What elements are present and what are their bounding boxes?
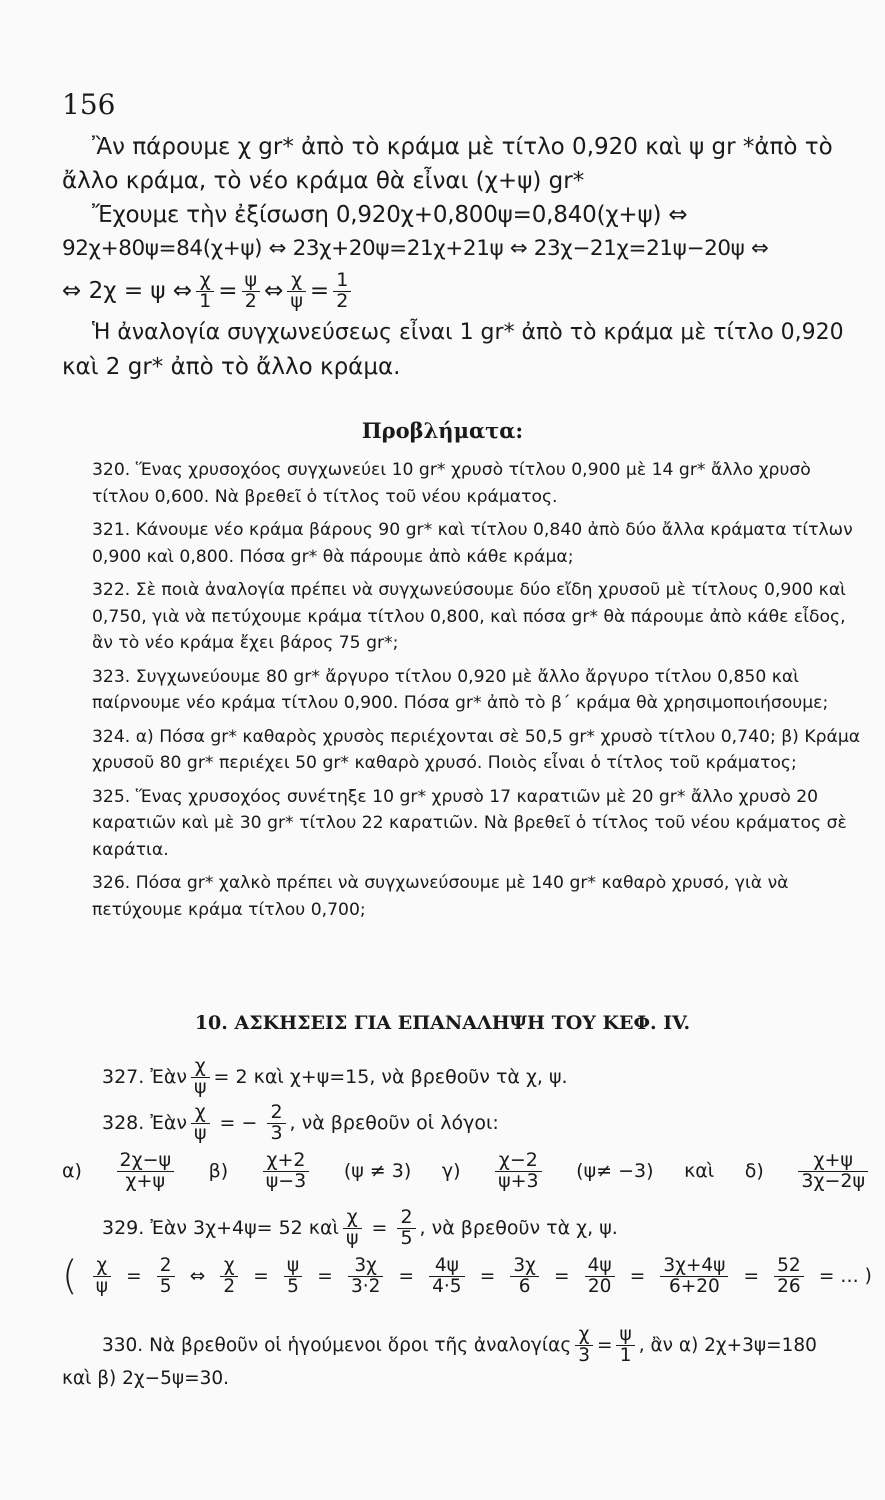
equals-sign: = (398, 1265, 415, 1287)
exercise-text: 328. Ἐὰν (102, 1112, 187, 1134)
denominator: 20 (587, 1275, 612, 1297)
denominator: 1 (199, 289, 212, 312)
text-line: Ἡ ἀναλογία συγχωνεύσεως εἶναι 1 gr* ἀπὸ τὸ κράμα μὲ τίτλο 0,920 (92, 320, 844, 345)
equation-line (62, 266, 862, 316)
fraction (263, 1148, 310, 1192)
exercise-text: , νὰ βρεθοῦν οἱ λόγοι: (289, 1112, 499, 1134)
exercise-327 (102, 1052, 568, 1102)
fraction (397, 1205, 415, 1249)
exercise-330-continued: καὶ β) 2χ−5ψ=30. (62, 1368, 229, 1389)
numerator: 3χ+4ψ (660, 1256, 728, 1276)
denominator: 4·5 (432, 1275, 462, 1297)
numerator: χ (191, 1103, 210, 1124)
equation-line: 92χ+80ψ=84(χ+ψ) ⇔ 23χ+20ψ=21χ+21ψ ⇔ 23χ−21χ=21ψ−20ψ ⇔ (62, 236, 769, 261)
denominator: 6+20 (668, 1275, 720, 1297)
part-label: δ) (744, 1160, 764, 1182)
fraction (191, 1054, 210, 1098)
denominator: 6 (518, 1275, 531, 1297)
exercise-328 (102, 1098, 499, 1148)
problem-item: 323. Συγχωνεύουμε 80 gr* ἄργυρο τίτλου 0,920 μὲ ἄλλο ἄργυρο τίτλου 0,850 καὶ παίρνουμε νέο κράμα τίτλου 0,900. Πόσα gr* ἀπὸ τὸ β΄ κράμα θὰ χρησιμοποιήσουμε; (92, 666, 829, 713)
fraction (429, 1256, 464, 1296)
numerator: χ−2 (495, 1151, 542, 1172)
exercise-328-parts (62, 1144, 872, 1198)
exercise-330 (102, 1320, 817, 1370)
fraction (333, 268, 351, 312)
problem-item: 326. Πόσα gr* χαλκὸ πρέπει νὰ συγχωνεύσουμε μὲ 140 gr* καθαρὸ χρυσό, γιὰ νὰ πετύχουμε κράμα τίτλου 0,700; (92, 873, 789, 920)
exercise-text: = − (219, 1112, 258, 1134)
part-label: β) (208, 1160, 229, 1182)
chain-tail: = … ) (818, 1265, 872, 1287)
numerator: χ (93, 1256, 111, 1276)
fraction (93, 1256, 111, 1296)
equals-sign: = (218, 278, 238, 304)
denominator: χ+ψ (125, 1169, 165, 1192)
fraction (575, 1325, 593, 1365)
denominator: ψ+3 (498, 1169, 539, 1192)
equivalence-sign: ⇔ (189, 1265, 206, 1287)
numerator: χ (220, 1256, 238, 1276)
problem-item: 324. α) Πόσα gr* καθαρὸς χρυσὸς περιέχονται σὲ 50,5 gr* χρυσὸ τίτλου 0,740; β) Κράμα χρυσοῦ 80 gr* περιέχει 50 gr* καθαρὸ χρυσό. Ποιὸς εἶναι ὁ τίτλος τοῦ κράματος; (92, 726, 861, 773)
section-heading: 10. ΑΣΚΗΣΕΙΣ ΓΙΑ ΕΠΑΝΑΛΗΨΗ ΤΟΥ ΚΕΦ. IV. (194, 1012, 691, 1034)
page-number: 156 (62, 88, 116, 121)
denominator: ψ (290, 289, 303, 312)
numerator: 2χ−ψ (117, 1151, 175, 1172)
denominator: 2 (336, 289, 349, 312)
condition: (ψ ≠ 3) (343, 1160, 412, 1182)
exercise-text: 329. Ἐὰν 3χ+4ψ= 52 καὶ (102, 1217, 339, 1239)
fraction (117, 1148, 175, 1192)
denominator: 5 (159, 1275, 172, 1297)
denominator: ψ (345, 1226, 359, 1249)
numerator: ψ (616, 1325, 634, 1345)
equation-line: Ἔχουμε τὴν ἐξίσωση 0,920χ+0,800ψ=0,840(χ+ψ) ⇔ (92, 202, 688, 228)
equivalence-sign: ⇔ (264, 278, 284, 304)
denominator: 3·2 (350, 1275, 381, 1297)
exercise-text: = 2 καὶ χ+ψ=15, νὰ βρεθοῦν τὰ χ, ψ. (213, 1066, 568, 1088)
numerator: χ (191, 1057, 210, 1078)
numerator: 52 (774, 1256, 804, 1276)
conjunction: καὶ (684, 1160, 715, 1182)
fraction (343, 1205, 362, 1249)
open-paren: ( (62, 1253, 78, 1299)
equals-sign: = (371, 1217, 388, 1239)
fraction (196, 268, 214, 312)
problem-item: 322. Σὲ ποιὰ ἀναλογία πρέπει νὰ συγχωνεύσουμε δύο εἴδη χρυσοῦ μὲ τίτλους 0,900 καὶ 0,750, γιὰ νὰ πετύχουμε κράμα τίτλου 0,800, καὶ πόσα gr* θὰ πάρουμε ἀπὸ κάθε εἶδος, ἂν τὸ νέο κράμα ἔχει βάρος 75 gr*; (92, 580, 846, 653)
denominator: ψ (95, 1275, 108, 1297)
denominator: 3χ−2ψ (801, 1169, 865, 1192)
fraction (774, 1256, 804, 1296)
numerator: 2 (397, 1208, 415, 1229)
fraction (510, 1256, 538, 1296)
fraction (284, 1256, 302, 1296)
numerator: 2 (157, 1256, 175, 1276)
denominator: 3 (578, 1344, 590, 1366)
numerator: χ (343, 1208, 362, 1229)
equals-sign: = (553, 1265, 570, 1287)
numerator: χ+2 (263, 1151, 310, 1172)
numerator: χ+ψ (798, 1151, 868, 1172)
equals-sign: = (479, 1265, 496, 1287)
exercise-text: , ἂν α) 2χ+3ψ=180 (638, 1334, 817, 1356)
denominator: ψ−3 (265, 1169, 307, 1192)
problem-item: 325. Ἕνας χρυσοχόος συνέτηξε 10 gr* χρυσὸ 17 καρατιῶν μὲ 20 gr* ἄλλο χρυσὸ 20 καρατιῶν καὶ μὲ 30 gr* τίτλου 22 καρατιῶν. Νὰ βρεθεῖ ὁ τίτλος τοῦ νέου κράματος σὲ καράτια. (92, 786, 847, 860)
equation-text: ⇔ 2χ = ψ ⇔ (62, 278, 193, 304)
denominator: 26 (777, 1275, 801, 1297)
problems-heading: Προβλήματα: (361, 418, 524, 443)
fraction (242, 268, 261, 312)
equals-sign: = (253, 1265, 269, 1287)
equals-sign: = (317, 1265, 333, 1287)
fraction (348, 1256, 383, 1296)
numerator: 4ψ (429, 1256, 464, 1276)
text-line: καὶ 2 gr* ἀπὸ τὸ ἄλλο κράμα. (62, 354, 401, 380)
exercise-329 (102, 1203, 618, 1253)
problem-item: 321. Κάνουμε νέο κράμα βάρους 90 gr* καὶ τίτλου 0,840 ἀπὸ δύο ἄλλα κράματα τίτλων 0,900 καὶ 0,800. Πόσα gr* θὰ πάρουμε ἀπὸ κάθε κράμα; (92, 520, 853, 567)
fraction (157, 1256, 175, 1296)
numerator: ψ (284, 1256, 302, 1276)
fraction (191, 1100, 210, 1144)
denominator: 2 (223, 1275, 236, 1297)
equals-sign: = (309, 278, 330, 304)
numerator: 1 (333, 271, 351, 292)
numerator: 3χ (348, 1256, 383, 1276)
text-line: Ἂν πάρουμε χ gr* ἀπὸ τὸ κράμα μὲ τίτλο 0,920 καὶ ψ gr *ἀπὸ τὸ (92, 134, 833, 160)
fraction (660, 1256, 728, 1296)
exercise-text: 327. Ἐὰν (102, 1066, 187, 1088)
numerator: χ (196, 271, 214, 292)
denominator: 2 (244, 289, 257, 312)
denominator: ψ (194, 1121, 207, 1144)
text-line: ἄλλο κράμα, τὸ νέο κράμα θὰ εἶναι (χ+ψ) gr* (62, 168, 585, 194)
fraction (287, 268, 306, 312)
fraction (616, 1325, 634, 1365)
equals-sign: = (629, 1265, 646, 1287)
denominator: 5 (400, 1226, 413, 1249)
numerator: 2 (267, 1103, 285, 1124)
fraction (267, 1100, 285, 1144)
fraction (585, 1256, 615, 1296)
numerator: 3χ (510, 1256, 538, 1276)
fraction (798, 1148, 868, 1192)
exercise-text: 330. Νὰ βρεθοῦν οἱ ἡγούμενοι ὅροι τῆς ἀναλογίας (102, 1334, 572, 1356)
part-label: γ) (441, 1160, 461, 1182)
problems-list (62, 457, 870, 930)
numerator: χ (287, 271, 306, 292)
equals-sign: = (126, 1265, 142, 1287)
denominator: ψ (194, 1075, 207, 1098)
numerator: ψ (242, 271, 261, 292)
equals-sign: = (596, 1334, 613, 1356)
equals-sign: = (743, 1265, 760, 1287)
worked-solution (62, 130, 862, 384)
exercise-329-chain (62, 1248, 872, 1304)
condition: (ψ≠ −3) (576, 1160, 654, 1182)
problem-item: 320. Ἕνας χρυσοχόος συγχωνεύει 10 gr* χρυσὸ τίτλου 0,900 μὲ 14 gr* ἄλλο χρυσὸ τίτλου 0,600. Νὰ βρεθεῖ ὁ τίτλος τοῦ νέου κράματος. (92, 460, 811, 507)
exercise-text: , νὰ βρεθοῦν τὰ χ, ψ. (419, 1217, 618, 1239)
denominator: 5 (287, 1275, 299, 1297)
part-label: α) (62, 1160, 82, 1182)
numerator: 4ψ (585, 1256, 615, 1276)
denominator: 3 (270, 1121, 283, 1144)
fraction (495, 1148, 542, 1192)
numerator: χ (575, 1325, 593, 1345)
fraction (220, 1256, 238, 1296)
denominator: 1 (619, 1344, 632, 1366)
